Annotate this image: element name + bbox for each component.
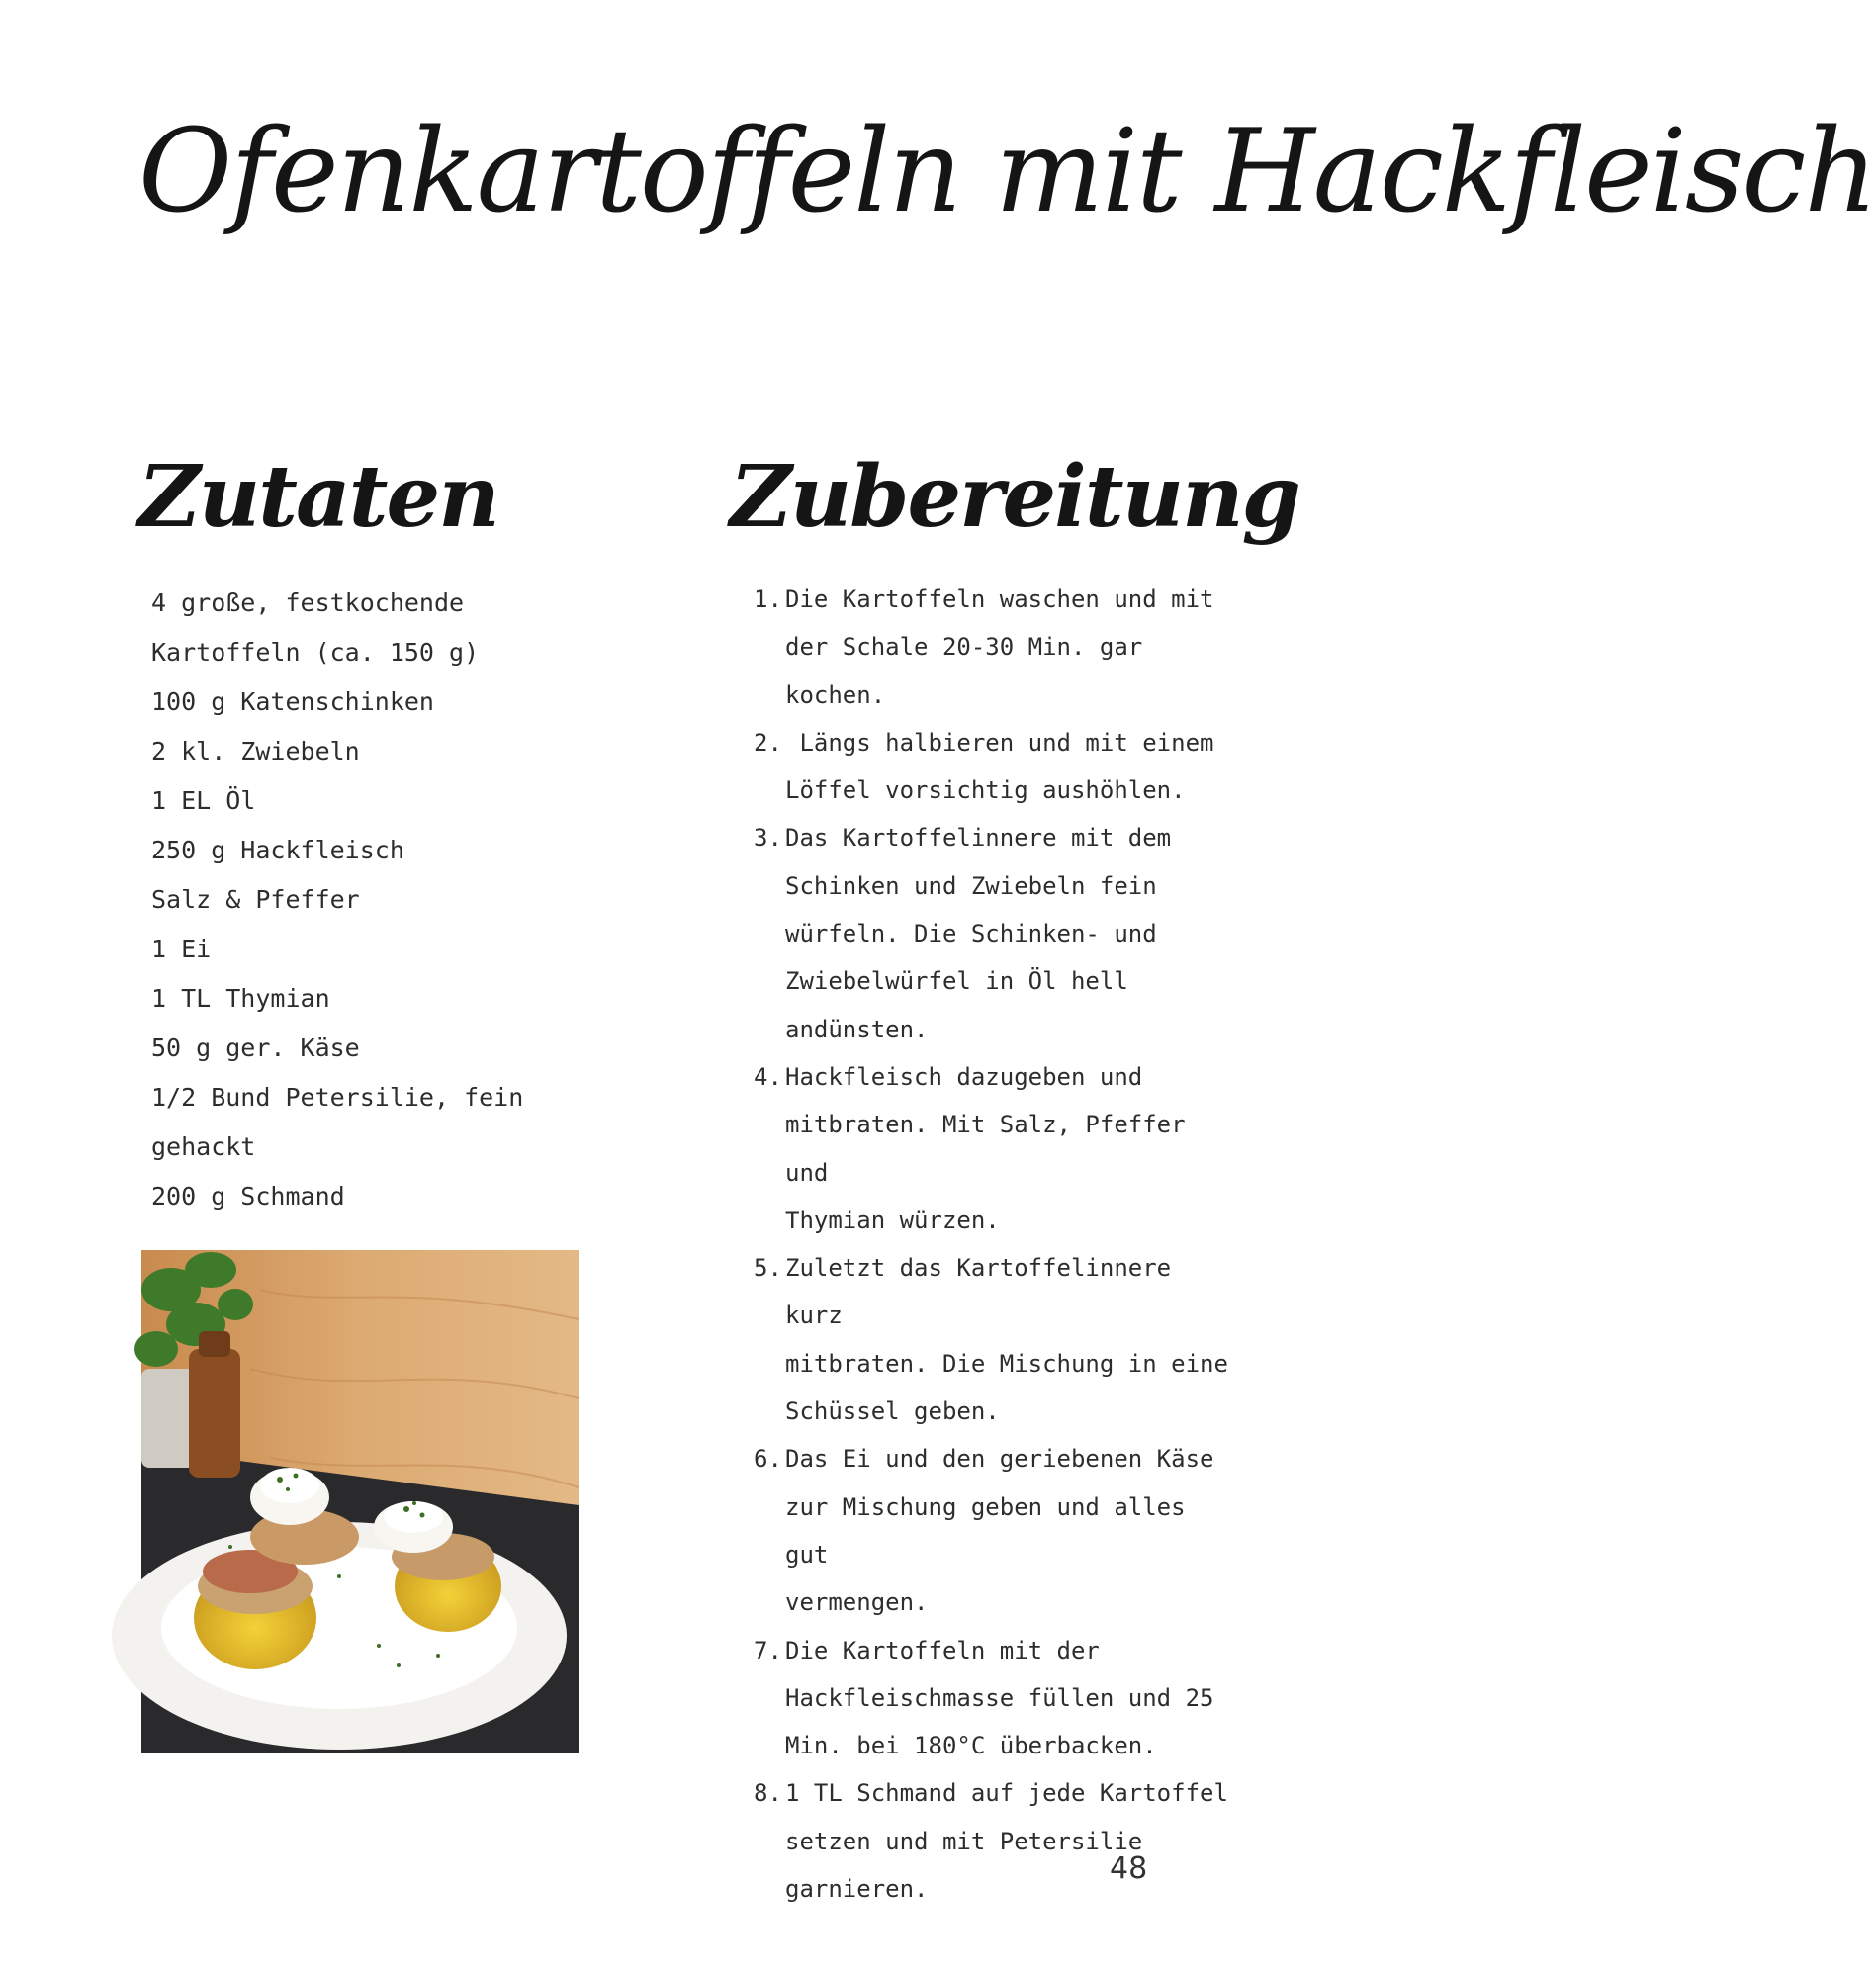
step-item [754,957,1238,1005]
step-text: würfeln. Die Schinken- und [785,920,1157,948]
step-item [754,1053,1238,1101]
step-text: Das Kartoffelinnere mit dem [785,824,1172,853]
ingredient-item: 1 TL Thymian [151,984,330,1013]
step-text: Hackfleischmasse füllen und 25 [785,1683,1214,1712]
step-item [754,1197,1238,1244]
step-item [754,1627,1238,1674]
step-number: 7. [754,1636,782,1664]
step-text: Das Ei und den geriebenen Käse [785,1445,1214,1474]
step-item [754,1722,1238,1769]
ingredient-item: Kartoffeln (ca. 150 g) [151,638,480,667]
step-text: Die Kartoffeln waschen und mit [785,585,1214,613]
ingredient-item: 200 g Schmand [151,1182,345,1211]
step-item [754,1244,1238,1340]
step-item [754,1388,1238,1435]
step-item [754,862,1238,910]
ingredient-item: Salz & Pfeffer [151,885,360,914]
preparation-heading: Zubereitung [730,447,1299,547]
step-text: garnieren. [785,1875,929,1904]
step-number: 2. [754,728,782,757]
page-title: Ofenkartoffeln mit Hackfleisch [138,105,1876,238]
step-text: Zwiebelwürfel in Öl hell [785,967,1128,996]
ingredient-item: 250 g Hackfleisch [151,836,404,864]
ingredient-item: 100 g Katenschinken [151,687,434,716]
step-number: 6. [754,1445,782,1474]
step-text: andünsten. [785,1015,929,1043]
step-item [754,1435,1238,1483]
step-item [754,576,1238,623]
ingredients-list [151,579,586,1221]
step-item [754,910,1238,957]
ingredient-item: 4 große, festkochende [151,588,465,617]
step-item [754,1101,1238,1197]
ingredient-item: 2 kl. Zwiebeln [151,737,360,765]
step-item [754,1865,1238,1913]
step-text: vermengen. [785,1588,929,1617]
step-text: Zuletzt das Kartoffelinnere kurz [785,1254,1172,1330]
step-number: 1. [754,585,782,613]
ingredient-item: 1 EL Öl [151,786,256,815]
ingredient-item: 50 g ger. Käse [151,1034,360,1062]
step-item [754,719,1238,766]
step-item [754,1674,1238,1722]
step-number: 4. [754,1062,782,1091]
step-text: kochen. [785,680,886,709]
ingredient-item: gehackt [151,1132,256,1161]
ingredients-heading: Zutaten [138,447,498,547]
preparation-steps [754,576,1238,1913]
step-number: 8. [754,1779,782,1808]
step-text: Die Kartoffeln mit der [785,1636,1100,1664]
step-text: mitbraten. Mit Salz, Pfeffer und [785,1111,1186,1187]
step-text: der Schale 20-30 Min. gar [785,633,1143,662]
step-item [754,1769,1238,1817]
step-item [754,1578,1238,1626]
step-text: mitbraten. Die Mischung in eine [785,1349,1228,1378]
step-item [754,1340,1238,1388]
ingredient-item: 1/2 Bund Petersilie, fein [151,1083,524,1112]
step-item [754,1006,1238,1053]
step-text: Min. bei 180°C überbacken. [785,1732,1157,1760]
page-number: 48 [1110,1851,1148,1886]
step-text: zur Mischung geben und alles gut [785,1492,1186,1569]
dish-photo [141,1250,579,1753]
step-text: Hackfleisch dazugeben und [785,1062,1143,1091]
step-item [754,1484,1238,1579]
step-text: Thymian würzen. [785,1206,1000,1234]
step-number: 3. [754,824,782,853]
step-item [754,814,1238,861]
ingredient-item: 1 Ei [151,935,212,963]
step-item [754,672,1238,719]
step-text: 1 TL Schmand auf jede Kartoffel [785,1779,1228,1808]
step-item [754,623,1238,671]
step-text: Schinken und Zwiebeln fein [785,871,1157,900]
step-item [754,766,1238,814]
step-text: Schüssel geben. [785,1397,1000,1426]
step-text: Löffel vorsichtig aushöhlen. [785,776,1186,805]
step-text: Längs halbieren und mit einem [785,728,1214,757]
step-item [754,1818,1238,1865]
step-text: setzen und mit Petersilie [785,1827,1143,1855]
step-number: 5. [754,1254,782,1283]
